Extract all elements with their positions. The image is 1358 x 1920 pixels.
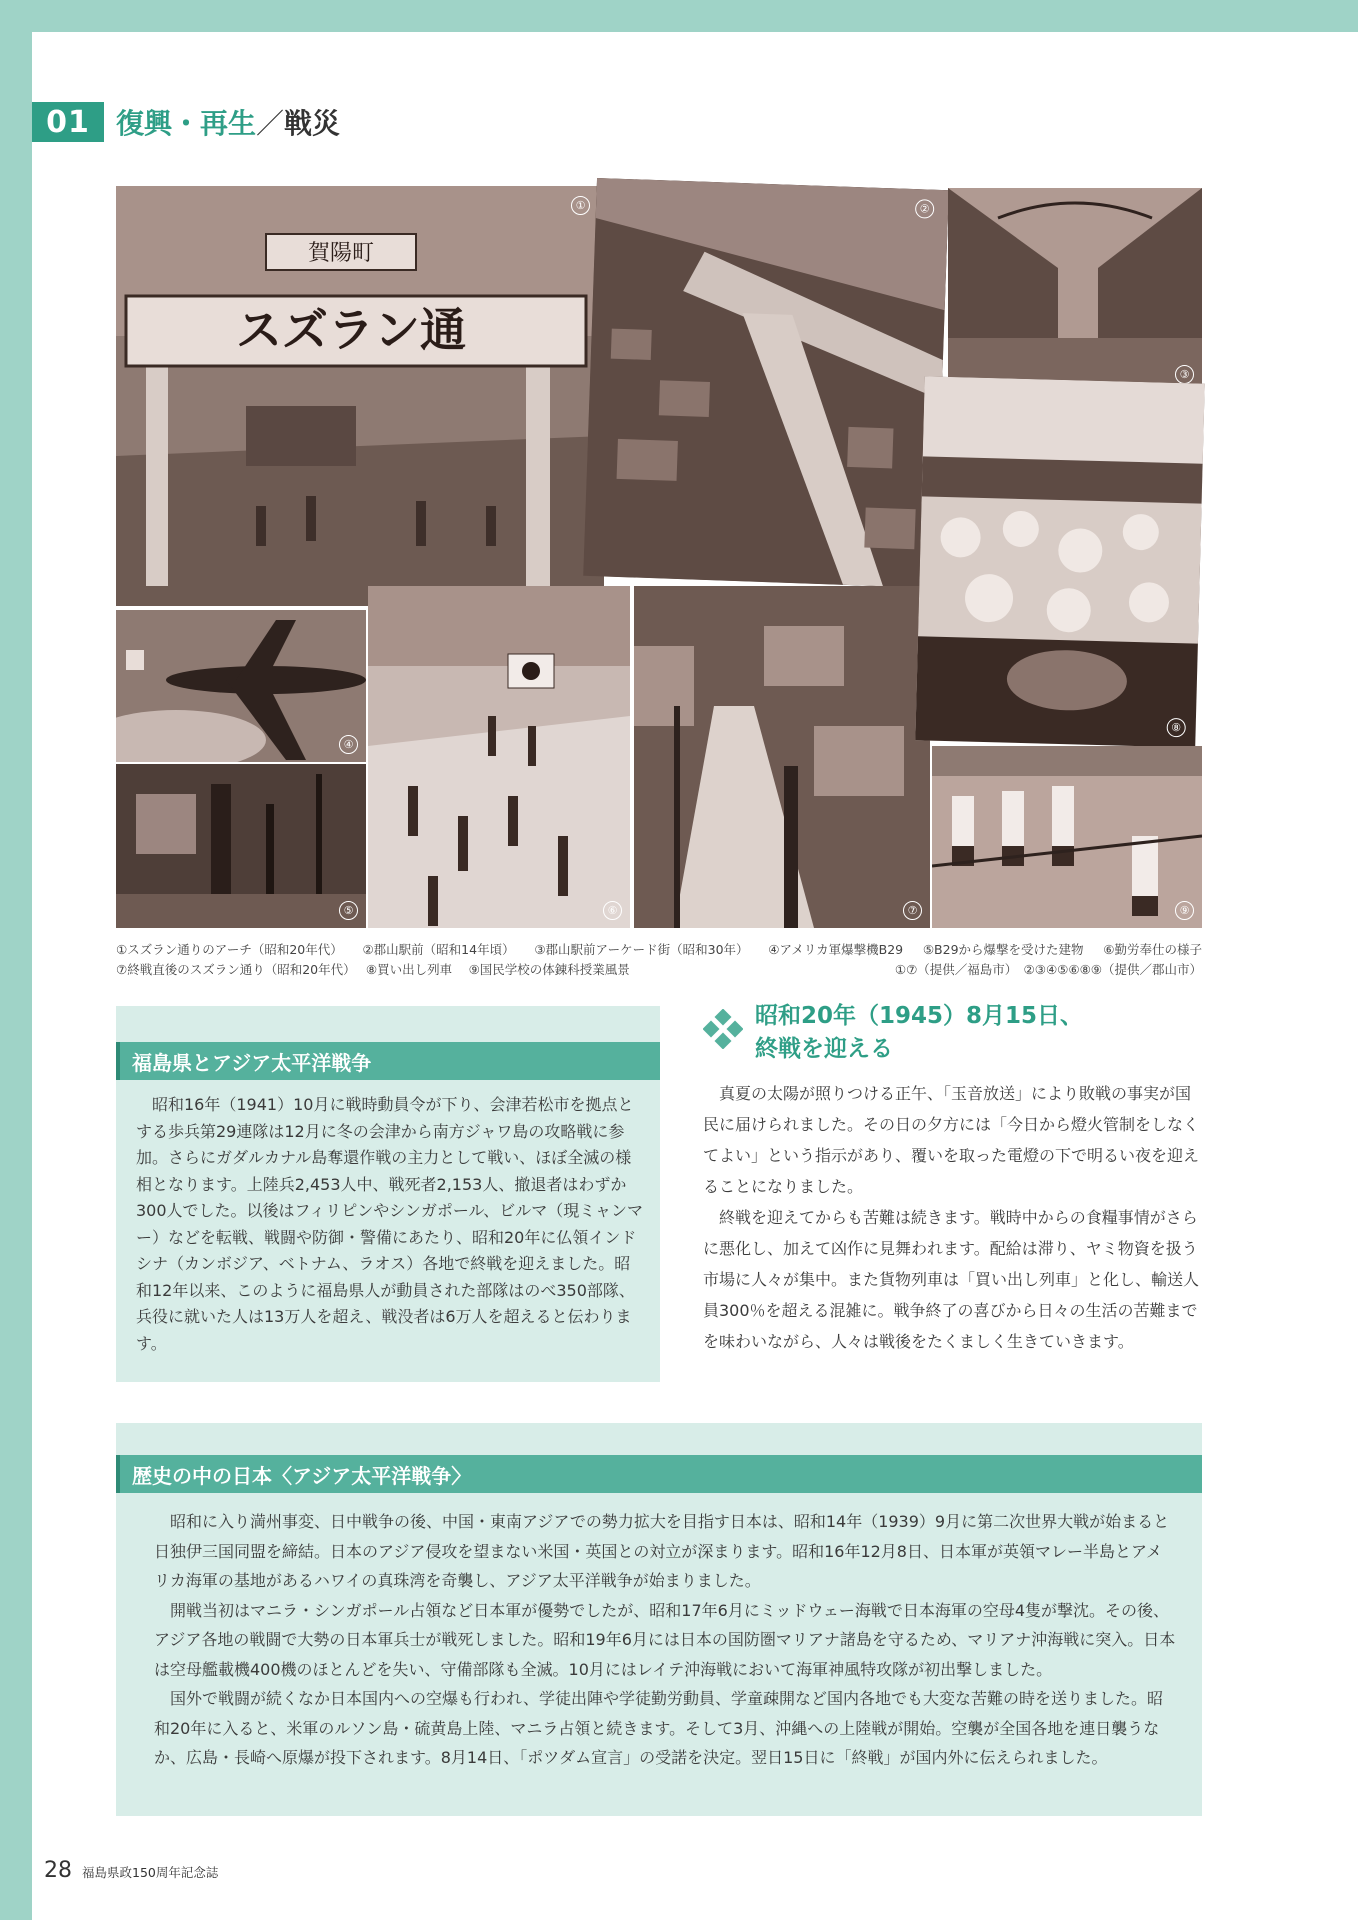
photo-number: ④ (339, 735, 358, 754)
caption-item: ⑧買い出し列車 (365, 962, 453, 977)
caption-row-1 (116, 940, 1202, 960)
photo-shopping-train (915, 376, 1204, 747)
box1-heading: 福島県とアジア太平洋戦争 (116, 1042, 660, 1080)
top-color-band (0, 0, 1358, 32)
section-title (116, 102, 340, 142)
photo-number: ⑧ (1166, 718, 1185, 737)
box2-paragraph: 国外で戦闘が続くなか日本国内への空爆も行われ、学徒出陣や学徒勤労動員、学童疎開など国内各地でも大変な苦難の時を送りました。昭和20年に入ると、米軍のルソン島・硫黄島上陸、マニラ占領と続きます。そして3月、沖縄への上陸戦が開始。空襲が全国各地を連日襲うなか、広島・長崎へ原爆が投下されます。8月14日、「ポツダム宣言」の受諾を決定。翌日15日に「終戦」が国内外に伝えられました。 (154, 1689, 1163, 1767)
photo-b29-bomber (116, 610, 366, 762)
photo-number: ⑦ (903, 901, 922, 920)
surrender-paragraph: 真夏の太陽が照りつける正午、「玉音放送」により敗戦の事実が国民に届けられました。その日の夕方には「今日から燈火管制をしなくてよい」という指示があり、覆いを取った電燈の下で明るい夜を迎えることになりました。 (703, 1084, 1200, 1196)
section-title-slash: ／ (256, 107, 285, 140)
photo-credit: ①⑦（提供／福島市） ②③④⑤⑥⑧⑨（提供／郡山市） (894, 962, 1202, 977)
surrender-heading-line1: 昭和20年（1945）8月15日、 (755, 1003, 1084, 1029)
box2-heading: 歴史の中の日本〈アジア太平洋戦争〉 (116, 1455, 1202, 1493)
box1-paragraph: 昭和16年（1941）10月に戦時動員令が下り、会津若松市を拠点とする歩兵第29連隊は12月に冬の会津から南方ジャワ島の攻略戦に参加。さらにガダルカナル島奪還作戦の主力として戦い、ほぼ全滅の様相となります。上陸兵2,453人中、戦死者2,153人、撤退者はわずか300人でした。以後はフィリピンやシンガポール、ビルマ（現ミャンマー）などを転戦、戦闘や防御・警備にあたり、昭和20年に仏領インドシナ（カンボジア、ベトナム、ラオス）各地で終戦を迎えました。昭和12年以来、このように福島県人が動員された部隊はのべ350部隊、兵役に就いた人は13万人を超え、戦没者は6万人を超えると伝わります。 (136, 1095, 643, 1353)
left-color-band (0, 0, 32, 1920)
section-header (32, 102, 340, 142)
surrender-body (703, 1078, 1203, 1357)
photo-number: ③ (1175, 365, 1194, 384)
caption-item: ②郡山駅前（昭和14年頃） (362, 942, 515, 957)
box2-paragraph: 開戦当初はマニラ・シンガポール占領など日本軍が優勢でしたが、昭和17年6月にミッドウェー海戦で日本海軍の空母4隻が撃沈。その後、アジア各地の戦闘で大勢の日本軍兵士が戦死しました。昭和19年6月には日本の国防圏マリアナ諸島を守るため、マリアナ沖海戦に突入。日本は空母艦載機400機のほとんどを失い、守備部隊も全滅。10月にはレイテ沖海戦において海軍神風特攻隊が初出撃しました。 (154, 1600, 1176, 1679)
photo-number: ⑥ (603, 901, 622, 920)
page-footer (44, 1858, 218, 1883)
caption-item: ④アメリカ軍爆撃機B29 (768, 942, 904, 957)
fukushima-war-box (116, 1006, 660, 1382)
box1-body (136, 1092, 644, 1357)
photo-bombed-building (116, 764, 366, 928)
photo-number: ⑤ (339, 901, 358, 920)
caption-item: ⑦終戦直後のスズラン通り（昭和20年代） (116, 962, 350, 977)
photo-postwar-suzuran (634, 586, 930, 928)
publication-title: 福島県政150周年記念誌 (82, 1865, 219, 1880)
photo-koriyama-station (583, 178, 949, 588)
japan-history-box (116, 1423, 1202, 1816)
arch-sign-text: スズラン通 (236, 303, 466, 357)
section-number: 01 (32, 102, 104, 142)
surrender-paragraph: 終戦を迎えてからも苦難は続きます。戦時中からの食糧事情がさらに悪化し、加えて凶作に見舞われます。配給は滞り、ヤミ物資を扱う市場に人々が集中。また貨物列車は「買い出し列車」と化し、輸送人員300％を超える混雑に。戦争終了の喜びから日々の生活の苦難までを味わいながら、人々は戦後をたくましく生きていきます。 (703, 1208, 1200, 1351)
caption-item: ③郡山駅前アーケード街（昭和30年） (534, 942, 749, 957)
photo-number: ② (915, 199, 935, 219)
photo-arcade-street (948, 188, 1202, 392)
photo-number: ① (571, 196, 590, 215)
diamond-cluster-icon (703, 1009, 743, 1049)
surrender-heading-line2: 終戦を迎える (755, 1036, 893, 1062)
caption-item: ⑥勤労奉仕の様子 (1103, 942, 1202, 957)
photo-suzuran-arch (116, 186, 604, 606)
caption-item: ⑤B29から爆撃を受けた建物 (922, 942, 1084, 957)
surrender-heading (755, 1000, 1083, 1066)
caption-row2-left (116, 960, 630, 980)
caption-row-2 (116, 960, 1202, 980)
photo-pe-class (932, 746, 1202, 928)
photo-captions (116, 940, 1202, 980)
section-title-sub: 戦災 (284, 107, 341, 140)
caption-item: ①スズラン通りのアーチ（昭和20年代） (116, 942, 343, 957)
caption-item: ⑨国民学校の体錬科授業風景 (468, 962, 630, 977)
arch-top-text: 賀陽町 (307, 241, 375, 266)
section-title-main: 復興・再生 (116, 107, 257, 140)
box2-body (154, 1507, 1176, 1773)
box2-paragraph: 昭和に入り満州事変、日中戦争の後、中国・東南アジアでの勢力拡大を目指す日本は、昭和14年（1939）9月に第二次世界大戦が始まると日独伊三国同盟を締結。日本のアジア侵攻を望まない米国・英国との対立が深まります。昭和16年12月8日、日本軍が英領マレー半島とアメリカ海軍の基地があるハワイの真珠湾を奇襲し、アジア太平洋戦争が始まりました。 (154, 1512, 1170, 1590)
page-number: 28 (44, 1858, 72, 1883)
photo-number: ⑨ (1175, 901, 1194, 920)
photo-labor-service (368, 586, 630, 928)
